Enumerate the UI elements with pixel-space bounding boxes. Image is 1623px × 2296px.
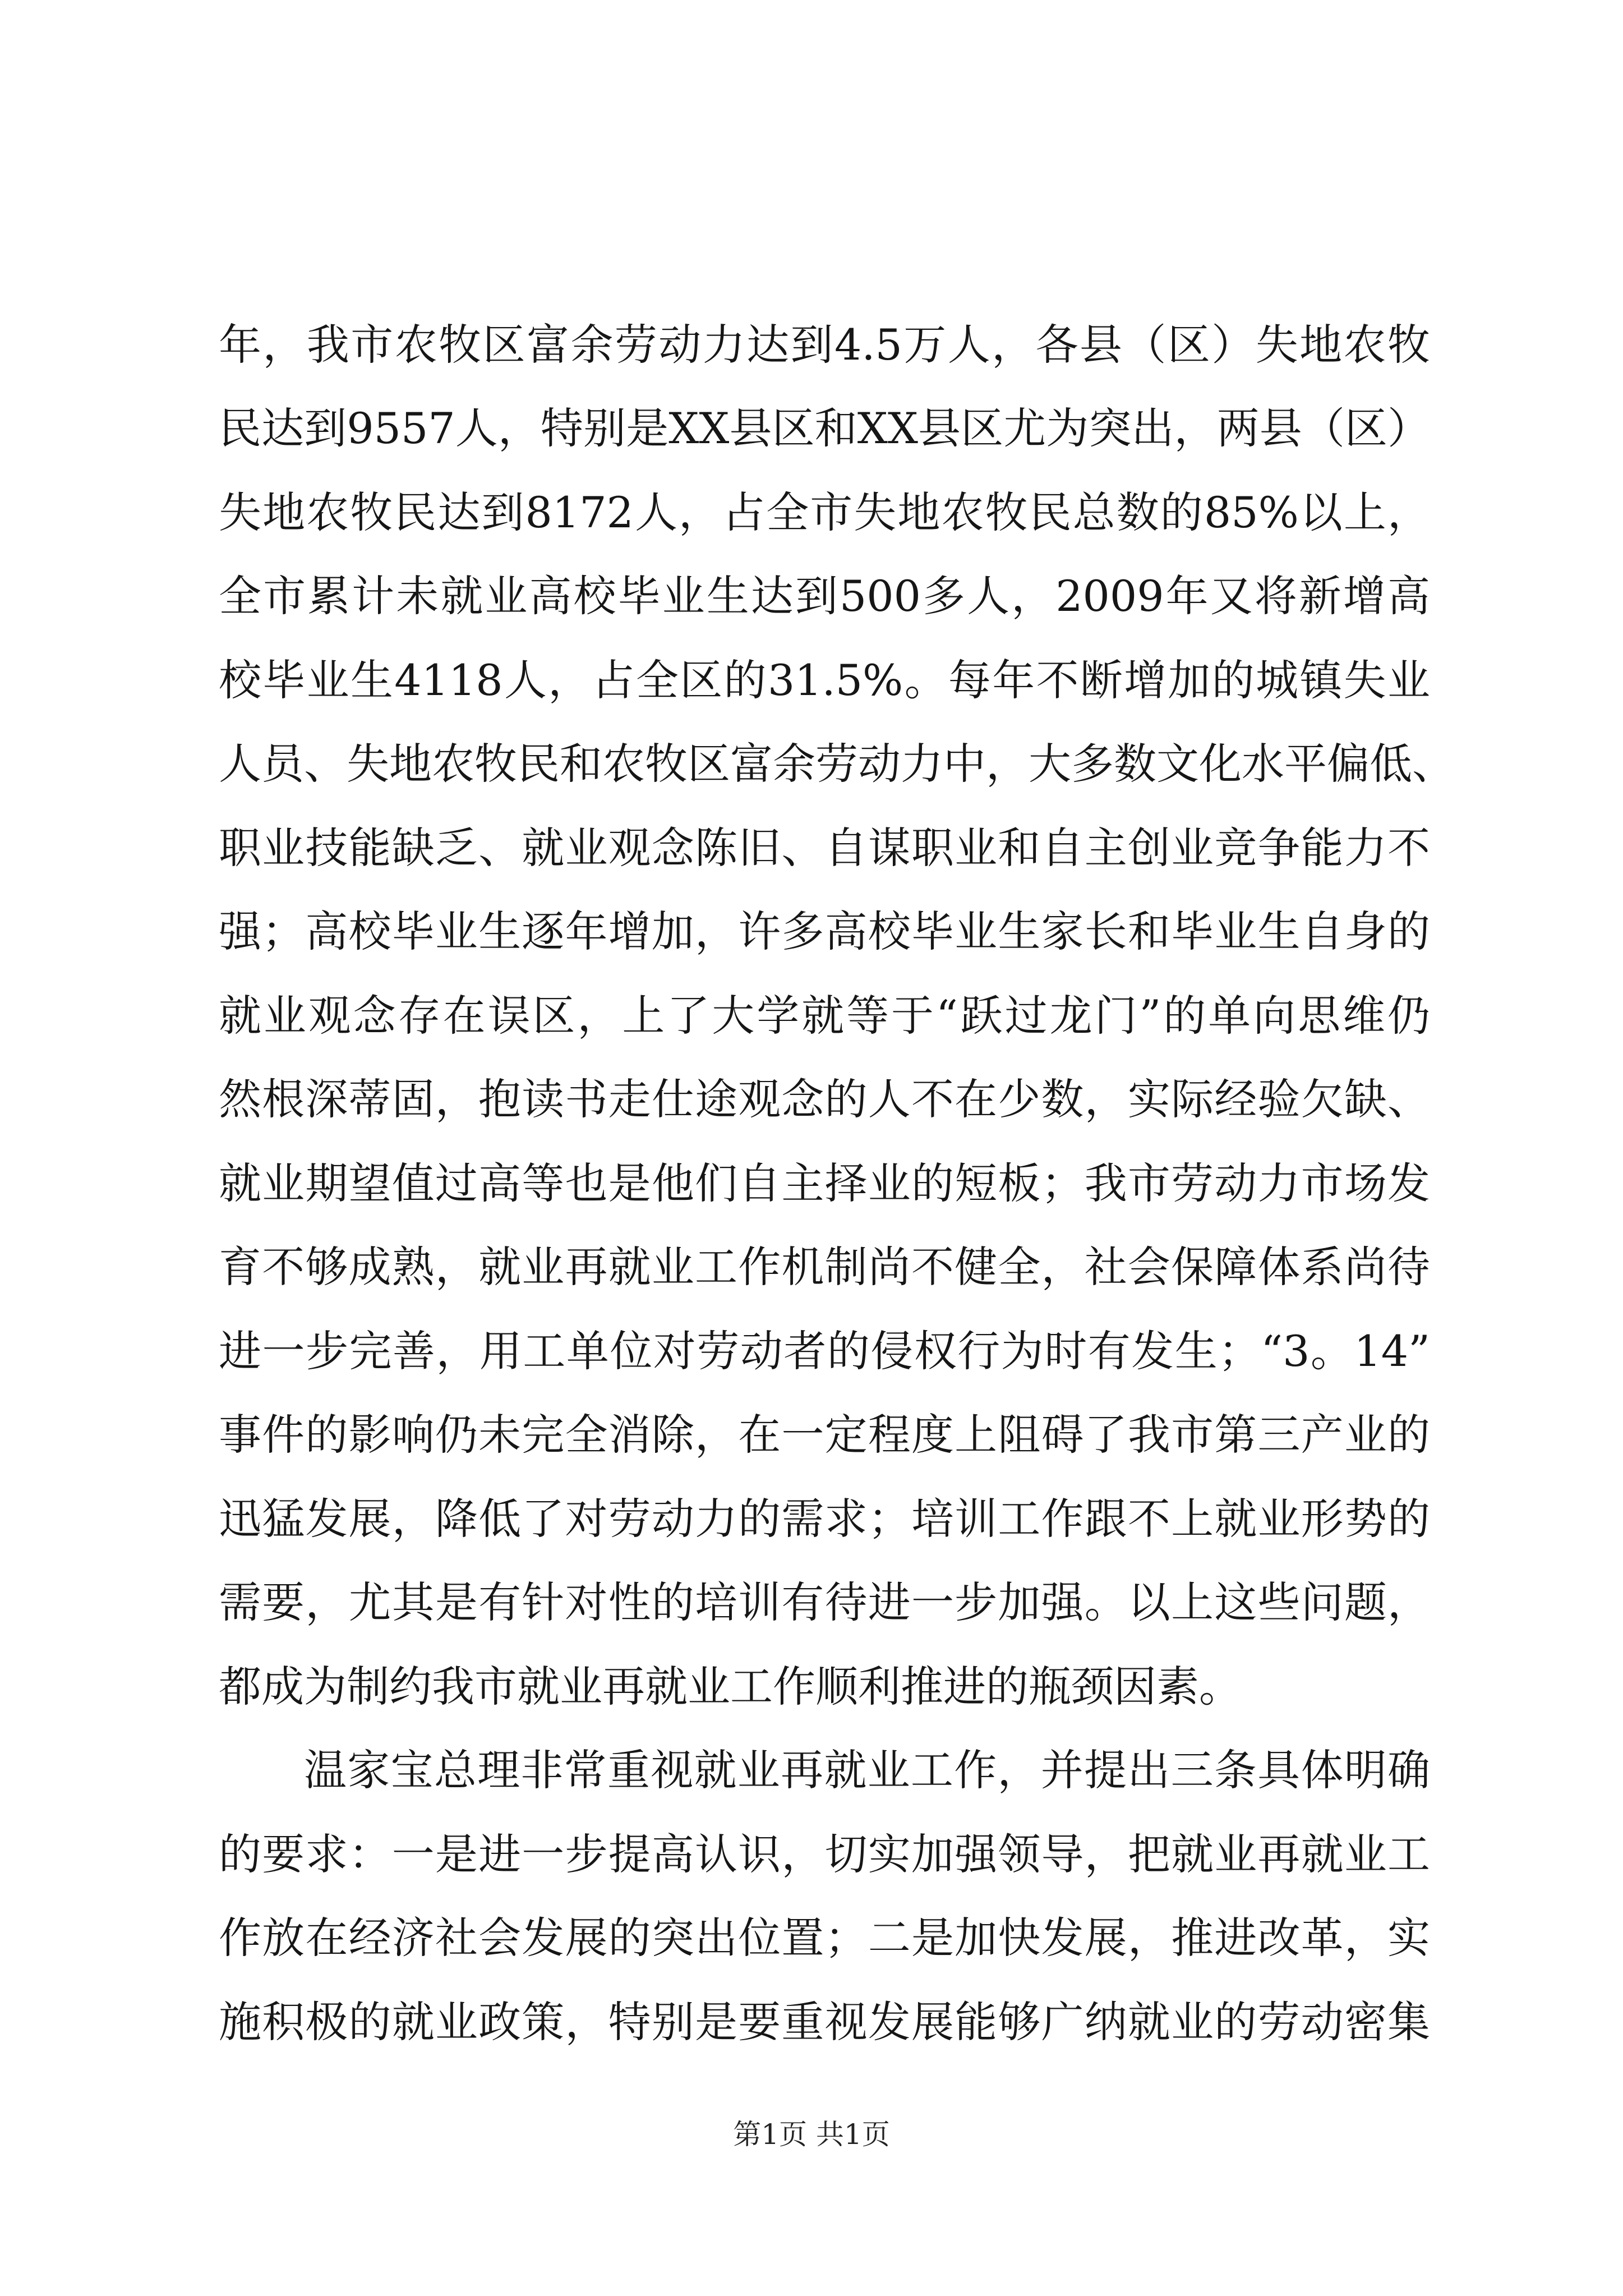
paragraph-line: 人员、失地农牧民和农牧区富余劳动力中，大多数文化水平偏低、 [219, 739, 1455, 789]
paragraph-line: 进一步完善，用工单位对劳动者的侵权行为时有发生；“3。14” [219, 1326, 1430, 1376]
paragraph-line: 都成为制约我市就业再就业工作顺利推进的瓶颈因素。 [219, 1662, 1242, 1711]
paragraph-line: 温家宝总理非常重视就业再就业工作，并提出三条具体明确 [304, 1745, 1430, 1795]
paragraph-line: 强；高校毕业生逐年增加，许多高校毕业生家长和毕业生自身的 [219, 907, 1430, 956]
paragraph-line: 的要求：一是进一步提高认识，切实加强领导，把就业再就业工 [219, 1829, 1430, 1879]
page-footer: 第1页 共1页 [733, 2118, 890, 2151]
paragraph-line: 作放在经济社会发展的突出位置；二是加快发展，推进改革，实 [219, 1913, 1430, 1963]
paragraph-line: 然根深蒂固，抱读书走仕途观念的人不在少数，实际经验欠缺、 [219, 1074, 1430, 1124]
paragraph-line: 职业技能缺乏、就业观念陈旧、自谋职业和自主创业竞争能力不 [219, 823, 1430, 873]
paragraph-line: 失地农牧民达到8172人，占全市失地农牧民总数的85%以上， [219, 487, 1430, 537]
paragraph-line: 施积极的就业政策，特别是要重视发展能够广纳就业的劳动密集 [219, 1997, 1430, 2047]
paragraph-line: 就业观念存在误区，上了大学就等于“跃过龙门”的单向思维仍 [219, 991, 1430, 1041]
paragraph-line: 事件的影响仍未完全消除，在一定程度上阻碍了我市第三产业的 [219, 1410, 1430, 1460]
paragraph-line: 育不够成熟，就业再就业工作机制尚不健全，社会保障体系尚待 [219, 1242, 1430, 1292]
paragraph-line: 迅猛发展，降低了对劳动力的需求；培训工作跟不上就业形势的 [219, 1494, 1430, 1544]
paragraph-line: 全市累计未就业高校毕业生达到500多人，2009年又将新增高 [219, 571, 1430, 621]
paragraph-line: 民达到9557人，特别是XX县区和XX县区尤为突出，两县（区） [219, 403, 1430, 453]
paragraph-line: 就业期望值过高等也是他们自主择业的短板；我市劳动力市场发 [219, 1158, 1430, 1208]
paragraph-line: 校毕业生4118人，占全区的31.5%。每年不断增加的城镇失业 [219, 655, 1430, 705]
paragraph-line: 年，我市农牧区富余劳动力达到4.5万人，各县（区）失地农牧 [219, 320, 1430, 370]
paragraph-line: 需要，尤其是有针对性的培训有待进一步加强。以上这些问题， [219, 1577, 1430, 1627]
